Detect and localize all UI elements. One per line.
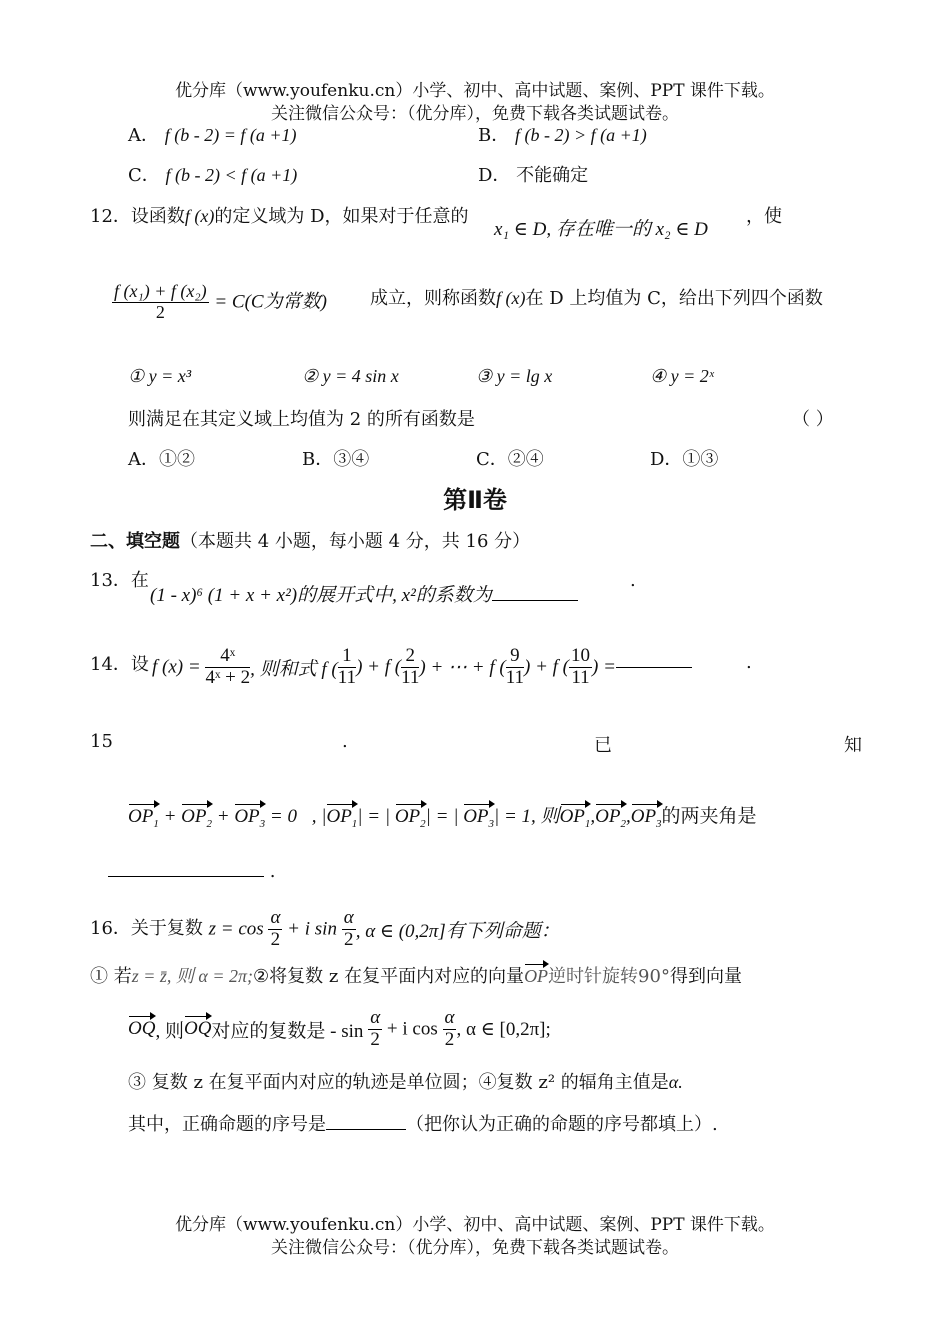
q12-average-formula: $\frac{\text{f (x₁) + f (x₂)}}{2}$ = C(C为常数) (114, 281, 327, 322)
section-heading: 二、填空题（本题共 4 小题，每小题 4 分，共 16 分） (90, 531, 531, 552)
q12-option-b: B．③④ (302, 449, 370, 470)
q11-option-d: D． 不能确定 (478, 165, 589, 186)
q11-option-b: B． f (b - 2) > f (a +1) (478, 125, 647, 146)
q11-option-c: C． f (b - 2) < f (a +1) (128, 165, 298, 186)
q15-answer-blank: . (108, 861, 275, 882)
q12-func-4: ④ y = 2ˣ (650, 366, 714, 386)
section-title: 第Ⅱ卷 (443, 486, 507, 514)
q12-func-3: ③ y = lg x (476, 366, 553, 386)
q14-number: 14．设 (90, 654, 149, 675)
q16-line-5: 其中，正确命题的序号是 （把你认为正确的命题的序号都填上）. (128, 1114, 718, 1135)
q15-number: 15 (90, 731, 113, 752)
footer-line-2: 关注微信公众号：（优分库），免费下载各类试题试卷。 (271, 1238, 679, 1258)
q12-option-d: D．①③ (650, 449, 719, 470)
q15-dot: . (342, 731, 348, 752)
q12-line-2: 成立，则称函数f (x)在 D 上均值为 C，给出下列四个函数 (370, 288, 823, 309)
q12-condition: x₁ ∈ D, 存在唯一的 x₂ ∈ D (494, 219, 708, 240)
q15-expression: $OP_1 + OP_2 + OP_3$ = 0⃗, $|OP_1|$ = | $OP_2|$ = | $OP_3| = 1$, 则$OP_1,OP_2,OP_3$的两夹角是 (128, 806, 757, 830)
q12-option-c: C．②④ (476, 449, 544, 470)
q12-answer-paren: （ ） (792, 409, 834, 430)
q12-text-shi: ，使 (746, 206, 782, 227)
q11-option-a: A． f (b - 2) = f (a +1) (128, 125, 297, 146)
q14-expression: f (x) = $\frac{\text{4ˣ}}{\text{4ˣ + 2}}$ , 则和式 f ( $\frac{1}{11}$ ) + f ( $\frac{2}{11}$ ) + ⋯ + f ( $\frac{9}{11}$ ) + f ( $\frac{10}{11}$ ) = (152, 646, 692, 689)
q15-word-yi: 已 (594, 735, 612, 756)
q16-line-1: 16．关于复数 z = cos $\frac{\alpha}{2}$ + i sin $\frac{\alpha}{2}$ , α ∈ (0,2π]有下列命题： (90, 907, 560, 950)
q13-end: . (630, 570, 636, 591)
q12-option-a: A．①② (128, 449, 195, 470)
header-line-1: 优分库（www.youfenku.cn）小学、初中、高中试题、案例、PPT 课件下载。 (175, 81, 775, 101)
q13-number: 13．在 (90, 570, 149, 591)
q15-word-zhi: 知 (844, 735, 862, 756)
q12-func-2: ② y = 4 sin x (302, 366, 399, 386)
q12-question: 则满足在其定义域上均值为 2 的所有函数是 (128, 409, 475, 430)
q13-expression: (1 - x)⁶ (1 + x + x²)的展开式中, x²的系数为 (150, 580, 578, 607)
q16-line-3: OQ, 则OQ对应的复数是 - sin $\frac{\alpha}{2}$ + i cos $\frac{\alpha}{2}$ , α ∈ [0,2π]; (128, 1007, 551, 1050)
header-line-2: 关注微信公众号：（优分库），免费下载各类试题试卷。 (271, 104, 679, 124)
q16-line-2: ① 若z = z̄, 则 α = 2π;②将复数 z 在复平面内对应的向量OP逆时针旋转90°得到向量 (90, 966, 742, 987)
q16-line-4: ③ 复数 z 在复平面内对应的轨迹是单位圆；④复数 z² 的辐角主值是α. (128, 1072, 683, 1093)
q12-func-1: ① y = x³ (128, 366, 192, 386)
q14-end: . (746, 652, 752, 673)
q12-line-1: 12．设函数f (x)的定义域为 D，如果对于任意的 (90, 206, 469, 227)
footer-line-1: 优分库（www.youfenku.cn）小学、初中、高中试题、案例、PPT 课件下载。 (175, 1215, 775, 1235)
